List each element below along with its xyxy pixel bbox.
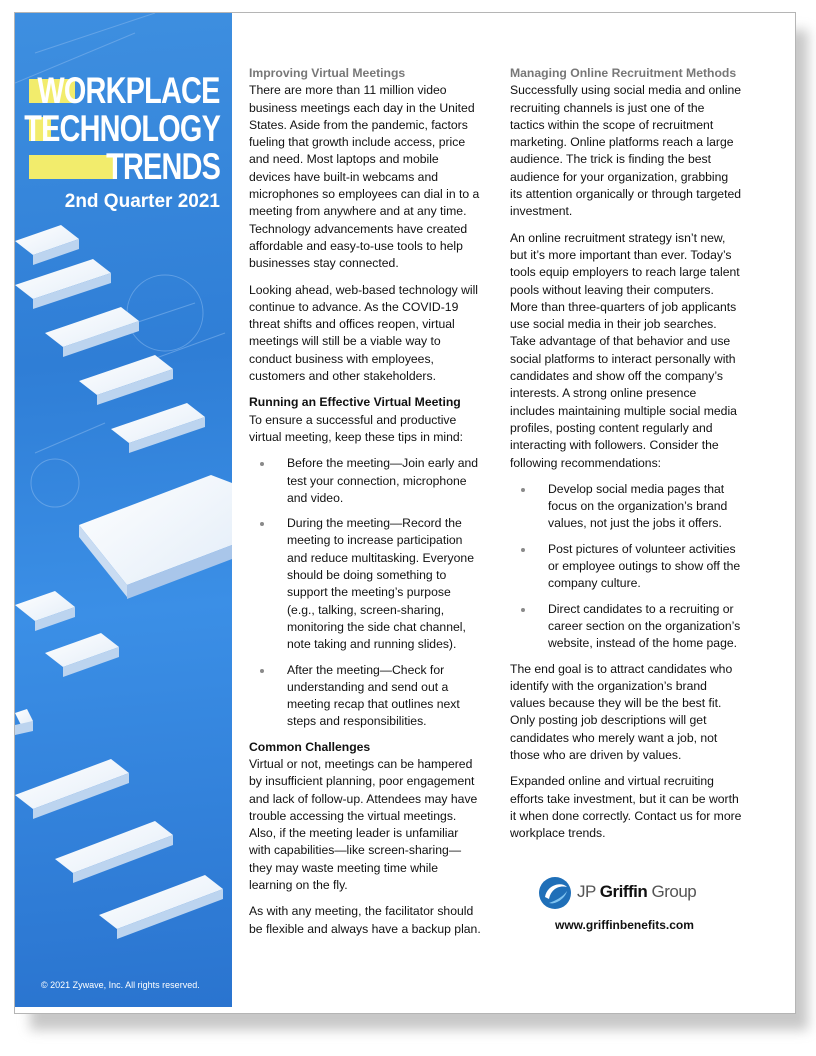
list-item	[287, 455, 481, 507]
list-item-text: Develop social media pages that focus on the organization’s brand values, not just the jobs it offers.	[548, 481, 728, 531]
bullet-icon	[260, 462, 264, 466]
step-3	[45, 307, 139, 357]
paragraph: There are more than 11 million video business meetings each day in the United States. Aside from the pandemic, factors fueling that growth include access, price and need. Most laptops and mobile devices have built-in webcams and microphones so employees can dial in to a meeting from anywhere and at any time. Technology advancements have created affordable and easy-to-use tools to help businesses stay connected.	[249, 83, 480, 271]
quarter-label: 2nd Quarter 2021	[64, 191, 220, 212]
griffin-swirl-icon	[537, 875, 573, 911]
paragraph: As with any meeting, the facilitator should be flexible and always have a backup plan.	[249, 904, 481, 936]
list-item-text: Direct candidates to a recruiting or career section on the organization’s website, instead of the home page.	[548, 601, 741, 651]
step-9	[15, 759, 129, 819]
paragraph: Looking ahead, web-based technology will continue to advance. As the COVID-19 threat shifts and offices reopen, virtual meetings will still be a viable way to conduct business with employees, customers and other stakeholders.	[249, 282, 479, 384]
title-line-1: WORKPLACE	[37, 70, 220, 111]
step-4	[79, 355, 173, 405]
step-7	[45, 633, 119, 677]
bullet-icon	[521, 608, 525, 612]
website-link[interactable]: www.griffinbenefits.com	[555, 918, 694, 932]
list-item-text: During the meeting—Record the meeting to increase participation and reduce multitasking. Everyone should be doing something to support the meeting’s purpose (e.g., talking, screen-sharing, monitoring the side chat channel, note taking and running slides).	[287, 516, 474, 652]
accent-bar-3	[29, 155, 117, 179]
step-8	[15, 709, 33, 735]
step-11	[99, 875, 223, 939]
step-6	[15, 591, 75, 631]
list-item-text: Before the meeting—Join early and test your connection, microphone and video.	[287, 456, 479, 505]
section-heading-challenges: Common Challenges	[249, 739, 371, 754]
company-logo-text	[577, 882, 696, 902]
section-heading-improving: Improving Virtual Meetings	[249, 66, 406, 80]
list-item	[287, 515, 481, 653]
bullet-icon	[260, 522, 264, 526]
step-5	[111, 403, 205, 453]
list-item-text: Post pictures of volunteer activities or employee outings to show off the company culture.	[548, 541, 741, 591]
list-item	[287, 662, 481, 731]
section-heading-running: Running an Effective Virtual Meeting	[249, 395, 461, 410]
bullet-icon	[260, 669, 264, 673]
paragraph: An online recruitment strategy isn’t new, but it’s more important than ever. Today’s tools equip employers to reach large talent pools without leaving their computers. More than three-quarters of job applicants use social media in their job searches. Take advantage of that behavior and use social platforms to interact personally with candidates and show off the company’s interests. A strong online presence includes maintaining multiple social media profiles, posting content regularly and interacting with followers. Consider the following recommendations:	[510, 230, 740, 470]
recommendations-list	[510, 481, 742, 653]
tips-list	[249, 455, 481, 730]
right-article-column	[510, 65, 742, 851]
copyright-notice: © 2021 Zywave, Inc. All rights reserved.	[41, 980, 200, 990]
logo-suffix: Group	[647, 882, 697, 901]
paragraph: The end goal is to attract candidates who identify with the organization’s brand values because they will be the best fit. Only posting job descriptions will get candidates who merely want a job, not those who are driven by values.	[510, 661, 733, 762]
list-item	[548, 541, 742, 593]
title-line-3: TRENDS	[106, 146, 220, 187]
newsletter-page	[14, 12, 796, 1014]
title-line-2: TECHNOLOGY	[24, 108, 220, 149]
list-item	[548, 481, 742, 533]
step-10	[55, 821, 173, 883]
sidebar-banner	[15, 13, 232, 1007]
section-heading-recruitment: Managing Online Recruitment Methods	[510, 66, 737, 80]
paragraph: Successfully using social media and online recruiting channels is just one of the tactics within the scope of recruitment marketing. Online platforms reach a large audience. The trick is finding the best audience for your organization, grabbing its attention organically or through targeted investment.	[510, 83, 742, 219]
bullet-icon	[521, 548, 525, 552]
list-item-text: After the meeting—Check for understanding and send out a meeting recap that outlines next steps and responsibilities.	[287, 662, 460, 729]
bullet-icon	[521, 488, 525, 492]
logo-prefix: JP	[577, 882, 600, 901]
step-2	[15, 259, 111, 309]
paragraph: To ensure a successful and productive virtual meeting, keep these tips in mind:	[249, 412, 464, 444]
list-item	[548, 601, 742, 653]
paragraph: Virtual or not, meetings can be hampered by insufficient planning, poor engagement and lack of follow-up. Attendees may have trouble accessing the virtual meetings. Also, if the meeting leader is unfamiliar with capabilities—like screen-sharing—they may waste meeting time while learning on the fly.	[249, 756, 478, 893]
step-1	[15, 225, 79, 265]
left-article-column	[249, 65, 481, 947]
logo-bold: Griffin	[599, 882, 648, 901]
large-platform	[79, 475, 232, 599]
company-logo	[537, 873, 717, 913]
paragraph: Expanded online and virtual recruiting efforts take investment, but it can be worth it when done correctly. Contact us for more workplace trends.	[510, 774, 742, 841]
